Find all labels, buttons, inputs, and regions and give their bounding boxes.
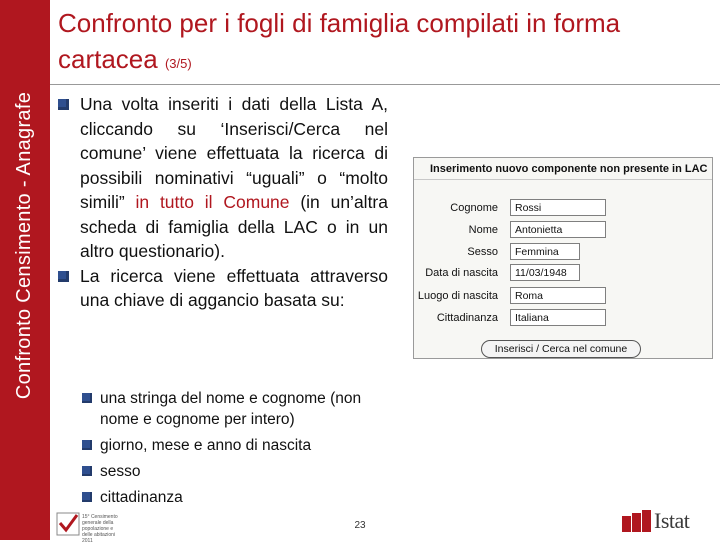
square-bullet-icon (58, 264, 80, 313)
form-title: Inserimento nuovo componente non presente in LAC (414, 158, 712, 180)
field-label: Cittadinanza (436, 312, 498, 324)
census-logo-icon (56, 512, 80, 536)
sub-bullet-text: giorno, mese e anno di nascita (100, 437, 312, 454)
istat-mark-icon (622, 510, 652, 532)
form-row-cognome (414, 199, 714, 217)
square-bullet-icon (58, 92, 80, 264)
field-label: Luogo di nascita (417, 290, 498, 302)
square-bullet-icon (82, 461, 100, 482)
luogo-nascita-field[interactable]: Roma (510, 287, 606, 304)
istat-logo (622, 508, 689, 534)
sub-bullet-item (82, 435, 402, 456)
page-indicator: (3/5) (164, 56, 192, 71)
sub-bullet-item (82, 461, 402, 482)
square-bullet-icon (82, 388, 100, 430)
sesso-field[interactable]: Femmina (510, 243, 580, 260)
cognome-field[interactable]: Rossi (510, 199, 606, 216)
title-divider (50, 84, 720, 85)
field-label: Nome (468, 224, 498, 236)
bullet-item (58, 264, 388, 313)
sidebar-label: Confronto Censimento - Anagrafe (13, 91, 36, 399)
square-bullet-icon (82, 487, 100, 508)
form-row-luogo-nascita (414, 287, 714, 305)
form-row-cittadinanza (414, 309, 714, 327)
field-label: Sesso (467, 246, 498, 258)
highlight-text: in tutto il Comune (135, 192, 290, 212)
bullet-text: La ricerca viene effettuata attraverso una chiave di aggancio basata su: (80, 265, 388, 310)
field-label: Data di nascita (425, 267, 498, 279)
bullet-item (58, 92, 388, 264)
istat-wordmark: Istat (654, 508, 690, 533)
square-bullet-icon (82, 435, 100, 456)
field-label: Cognome (450, 202, 498, 214)
form-row-data-nascita (414, 264, 714, 282)
data-nascita-field[interactable]: 11/03/1948 (510, 264, 580, 281)
form-row-sesso (414, 243, 714, 261)
sub-bullet-item (82, 388, 402, 430)
bullet-list (58, 92, 388, 313)
sub-bullet-list (82, 388, 402, 513)
nome-field[interactable]: Antonietta (510, 221, 606, 238)
cittadinanza-field[interactable]: Italiana (510, 309, 606, 326)
page-number: 23 (354, 520, 366, 531)
sub-bullet-text: cittadinanza (100, 489, 183, 506)
form-row-nome (414, 221, 714, 239)
census-logo-caption: 15° Censimento generale della popolazione e delle abitazioni 2011 (82, 514, 118, 544)
new-member-form (413, 157, 713, 359)
bullet-text: Una volta inseriti i dati della Lista A, cliccando su ‘Inserisci/Cerca nel comune’ viene effettuata la ricerca di possibili nominativi “uguali” o “molto simili” in tutto il Comune (in un’altra scheda di famiglia della LAC o in un altro questionario). (80, 94, 388, 261)
sub-bullet-item (82, 487, 402, 508)
sidebar-label-wrap (0, 0, 50, 490)
sub-bullet-text: sesso (100, 463, 141, 480)
page-title-main: Confronto per i fogli di famiglia compilati in forma cartacea (58, 8, 621, 74)
sub-bullet-text: una stringa del nome e cognome (non nome e cognome per intero) (100, 390, 362, 428)
page-title (58, 5, 708, 82)
inserisci-cerca-button[interactable]: Inserisci / Cerca nel comune (481, 340, 641, 358)
